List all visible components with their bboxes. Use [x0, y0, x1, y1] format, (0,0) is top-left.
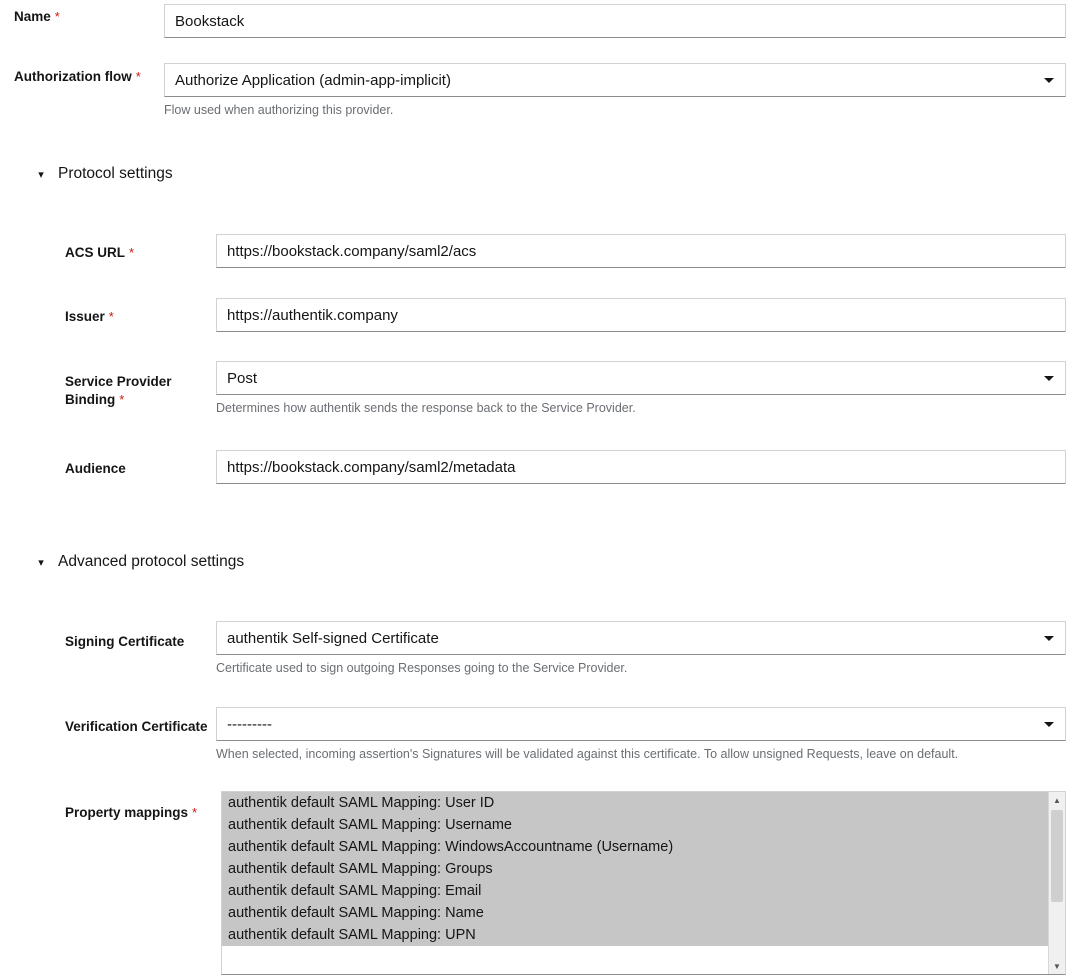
property-mappings-label — [65, 800, 215, 822]
issuer-input[interactable] — [216, 298, 1066, 332]
field-row-sp-binding — [65, 369, 215, 409]
property-mappings-option[interactable]: authentik default SAML Mapping: User ID — [222, 792, 1048, 814]
signing-certificate-hint: Certificate used to sign outgoing Responses going to the Service Provider. — [216, 661, 628, 675]
property-mappings-scrollbar[interactable] — [1048, 792, 1065, 974]
sp-binding-hint: Determines how authentik sends the response back to the Service Provider. — [216, 401, 636, 415]
property-mappings-required-marker: * — [192, 805, 198, 820]
issuer-label — [65, 304, 215, 326]
authorization-flow-label-text: Authorization flow — [14, 69, 132, 84]
authorization-flow-hint: Flow used when authorizing this provider. — [164, 103, 394, 117]
sp-binding-label — [65, 369, 215, 409]
issuer-label-text: Issuer — [65, 309, 105, 324]
property-mappings-option[interactable]: authentik default SAML Mapping: Name — [222, 902, 1048, 924]
section-protocol-settings-title: Protocol settings — [58, 165, 173, 182]
name-field-wrap — [164, 4, 1066, 38]
verification-certificate-field-wrap — [216, 707, 1066, 762]
property-mappings-option[interactable]: authentik default SAML Mapping: Username — [222, 814, 1048, 836]
audience-label — [65, 456, 215, 478]
audience-input[interactable] — [216, 450, 1066, 484]
property-mappings-label-text: Property mappings — [65, 805, 189, 820]
chevron-down-icon: ▾ — [38, 556, 44, 569]
verification-certificate-value: --------- — [227, 715, 272, 733]
chevron-down-icon: ▾ — [38, 168, 44, 181]
verification-certificate-label — [65, 714, 220, 736]
authorization-flow-field-wrap — [164, 63, 1066, 118]
audience-label-text: Audience — [65, 461, 126, 476]
signing-certificate-label-text: Signing Certificate — [65, 634, 185, 649]
name-required-marker: * — [54, 9, 60, 24]
sp-binding-field-wrap — [216, 361, 1066, 416]
authorization-flow-value: Authorize Application (admin-app-implicit) — [175, 71, 451, 89]
issuer-required-marker: * — [108, 309, 114, 324]
property-mappings-multiselect[interactable] — [221, 791, 1066, 975]
name-input[interactable] — [164, 4, 1066, 38]
issuer-field-wrap — [216, 298, 1066, 332]
name-label-text: Name — [14, 9, 51, 24]
authorization-flow-select[interactable] — [164, 63, 1066, 97]
signing-certificate-field-wrap — [216, 621, 1066, 676]
chevron-down-icon — [1044, 78, 1054, 83]
field-row-acs-url — [65, 240, 215, 262]
scrollbar-thumb[interactable] — [1051, 810, 1063, 902]
sp-binding-required-marker: * — [119, 392, 125, 407]
acs-url-label — [65, 240, 215, 262]
acs-url-label-text: ACS URL — [65, 245, 125, 260]
verification-certificate-label-text: Verification Certificate — [65, 719, 208, 734]
section-protocol-settings[interactable] — [30, 165, 173, 183]
field-row-issuer — [65, 304, 215, 326]
authorization-flow-label — [14, 64, 164, 86]
section-advanced-protocol-settings[interactable] — [30, 553, 244, 571]
signing-certificate-select[interactable] — [216, 621, 1066, 655]
authorization-flow-required-marker: * — [135, 69, 141, 84]
name-label — [14, 4, 164, 26]
property-mappings-option[interactable]: authentik default SAML Mapping: Email — [222, 880, 1048, 902]
scroll-down-icon[interactable]: ▼ — [1053, 961, 1061, 971]
chevron-down-icon — [1044, 636, 1054, 641]
field-row-property-mappings — [65, 800, 215, 822]
audience-field-wrap — [216, 450, 1066, 484]
acs-url-input[interactable] — [216, 234, 1066, 268]
property-mappings-option[interactable]: authentik default SAML Mapping: UPN — [222, 924, 1048, 946]
property-mappings-option[interactable]: authentik default SAML Mapping: WindowsAccountname (Username) — [222, 836, 1048, 858]
chevron-down-icon — [1044, 722, 1054, 727]
signing-certificate-label — [65, 629, 215, 651]
scroll-up-icon[interactable]: ▲ — [1053, 795, 1061, 805]
field-row-audience — [65, 456, 215, 478]
property-mappings-option-list[interactable] — [222, 792, 1048, 974]
field-row-authorization-flow — [14, 64, 164, 86]
section-advanced-protocol-settings-title: Advanced protocol settings — [58, 553, 245, 570]
field-row-signing-certificate — [65, 629, 215, 651]
sp-binding-label-text: Service Provider Binding — [65, 374, 172, 407]
acs-url-required-marker: * — [129, 245, 135, 260]
acs-url-field-wrap — [216, 234, 1066, 268]
sp-binding-select[interactable] — [216, 361, 1066, 395]
property-mappings-option[interactable]: authentik default SAML Mapping: Groups — [222, 858, 1048, 880]
chevron-down-icon — [1044, 376, 1054, 381]
sp-binding-value: Post — [227, 369, 258, 387]
field-row-name — [14, 4, 164, 26]
signing-certificate-value: authentik Self-signed Certificate — [227, 629, 439, 647]
verification-certificate-hint: When selected, incoming assertion's Signatures will be validated against this certificate. To allow unsigned Requests, leave on default. — [216, 747, 959, 761]
field-row-verification-certificate — [65, 714, 220, 736]
verification-certificate-select[interactable] — [216, 707, 1066, 741]
